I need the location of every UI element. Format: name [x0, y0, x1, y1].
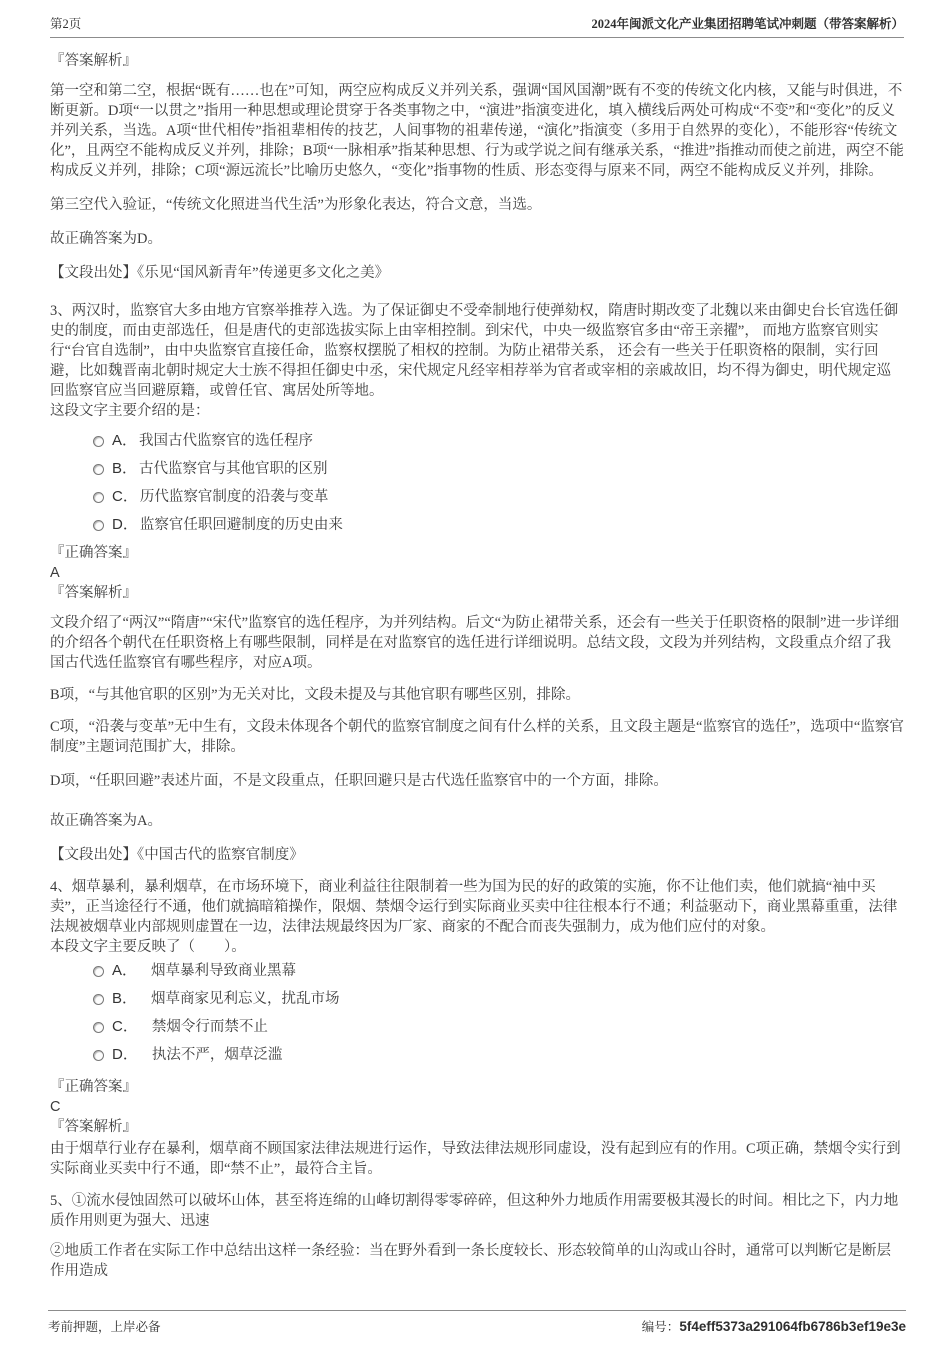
option-text: 我国古代监察官的选任程序 [139, 433, 314, 449]
radio-button[interactable] [93, 966, 104, 977]
radio-button[interactable] [93, 492, 104, 503]
page-number: 第2页 [50, 17, 82, 31]
q5-stem-part-1: 5、①流水侵蚀固然可以破坏山体，甚至将连绵的山峰切割得零零碎碎，但这种外力地质作用需要极其漫长的时间。相比之下，内力地质作用则更为强大、迅速 [50, 1193, 899, 1229]
option-label: A． [112, 962, 138, 979]
option-row [93, 431, 904, 451]
radio-button[interactable] [93, 1022, 104, 1033]
option-text: 禁烟令行而禁不止 [151, 1019, 268, 1035]
option-label: C． [112, 1018, 138, 1035]
q2-source-line: 【文段出处】《乐见“国风新青年”传递更多文化之美》 [50, 265, 390, 281]
q4-analysis-paragraph-1: 由于烟草行业存在暴利，烟草商不顾国家法律法规进行运作，导致法律法规形同虚设，没有起到应有的作用。C项正确，禁烟令实行到实际商业买卖中行不通，即“禁不止”，最符合主旨。 [50, 1141, 901, 1177]
option-label: D． [112, 516, 138, 533]
option-row [93, 961, 904, 981]
doc-code-label: 编号： [641, 1320, 680, 1334]
q3-prompt: 这段文字主要介绍的是： [50, 403, 210, 419]
q4-analysis-header: 『答案解析』 [50, 1119, 137, 1135]
page-footer [48, 1310, 906, 1335]
doc-code: 5f4eff5373a291064fb6786b3ef19e3e [679, 1319, 906, 1334]
footer-slogan: 考前押题，上岸必备 [48, 1320, 161, 1334]
q3-analysis-paragraph-1: 文段介绍了“两汉”“隋唐”“宋代”监察官的选任程序，为并列结构。后文“为防止裙带关系，还会有一些关于任职资格的限制”进一步详细的介绍各个朝代在任职资格上有哪些限制，同样是在对监察官的选任进行详细说明。总结文段，文段为并列结构，文段重点介绍了我国古代选任监察官有哪些程序，对应A项。 [50, 615, 899, 671]
q4-answer-block [50, 1077, 904, 1137]
option-label: C． [112, 488, 138, 505]
q2-analysis-paragraph-2: 第三空代入验证，“传统文化照进当代生活”为形象化表达，符合文意，当选。 [50, 197, 542, 213]
option-row [93, 515, 904, 535]
q3-answer-line: 故正确答案为A。 [50, 813, 162, 829]
q4-options [50, 961, 904, 1065]
option-row [93, 487, 904, 507]
q3-analysis-paragraph-2: B项，“与其他官职的区别”为无关对比，文段未提及与其他官职有哪些区别，排除。 [50, 687, 581, 703]
q3-options [50, 431, 904, 535]
doc-code-line [642, 1317, 906, 1335]
option-text: 古代监察官与其他官职的区别 [139, 461, 328, 477]
q3-stem: 3、两汉时，监察官大多由地方官察举推荐入选。为了保证御史不受牵制地行使弹劾权，隋唐时期改变了北魏以来由御史台长官选任御史的制度，而由吏部选任，但是唐代的吏部选拔实际上由宰相控制。到宋代，中央一级监察官多由“帝王亲擢”， 而地方监察官则实行“台官自选制”，由中央监察官直接任命，监察权摆脱了相权的控制。为防止裙带关系， 还会有一些关于任职资格的限制，实行回避，比如魏晋南北朝时规定大士族不得担任御史中丞，宋代规定凡经宰相荐举为官者或宰相的亲戚故旧，均不得为御史，明代规定巡回监察官应当回避原籍，或曾任官、寓居处所等地。 [50, 303, 899, 399]
q3-analysis-paragraph-4: D项，“任职回避”表述片面，不是文段重点，任职回避只是古代选任监察官中的一个方面，排除。 [50, 773, 668, 789]
q4-stem: 4、烟草暴利，暴利烟草，在市场环境下，商业利益往往限制着一些为国为民的好的政策的实施，你不让他们卖，他们就搞“袖中买卖”，正当途径行不通，他们就搞暗箱操作，限烟、禁烟令运行到实际商业买卖中往往根本行不通；利益驱动下，商业黑幕重重，法律法规被烟草业内部规则虚置在一边，法律法规最终因为厂家、商家的不配合而丧失强制力，成为他们应付的对象。 [50, 879, 898, 935]
correct-answer-value: C [50, 1099, 61, 1115]
radio-button[interactable] [93, 1050, 104, 1061]
option-text: 执法不严，烟草泛滥 [151, 1047, 283, 1063]
option-text: 烟草商家见利忘义，扰乱市场 [151, 991, 340, 1007]
radio-button[interactable] [93, 464, 104, 475]
q3-analysis-paragraph-3: C项，“沿袭与变革”无中生有，文段未体现各个朝代的监察官制度之间有什么样的关系，且文段主题是“监察官的选任”，选项中“监察官制度”主题词范围扩大，排除。 [50, 719, 904, 755]
q3-answer-block [50, 543, 904, 603]
option-row [93, 1045, 904, 1065]
option-text: 历代监察官制度的沿袭与变革 [139, 489, 329, 505]
option-label: B． [112, 460, 138, 477]
option-row [93, 1017, 904, 1037]
q5-stem-part-2: ②地质工作者在实际工作中总结出这样一条经验：当在野外看到一条长度较长、形态较简单的山沟或山谷时，通常可以判断它是断层作用造成 [50, 1243, 891, 1279]
radio-button[interactable] [93, 436, 104, 447]
q2-answer-line: 故正确答案为D。 [50, 231, 162, 247]
q2-analysis-paragraph-1: 第一空和第二空，根据“既有……也在”可知，两空应构成反义并列关系，强调“国风国潮”既有不变的传统文化内核，又能与时俱进，不断更新。D项“一以贯之”指用一种思想或理论贯穿于各类事物之中，“演进”指演变进化，填入横线后两处可构成“不变”和“变化”的反义并列关系，当选。A项“世代相传”指祖辈相传的技艺，人间事物的祖辈传递，“演化”指演变（多用于自然界的变化），不能形容“传统文化”，且两空不能构成反义并列，排除；B项“一脉相承”指某种思想、行为或学说之间有继承关系，“推进”指推动而使之前进，两空不能构成反义并列，排除；C项“源远流长”比喻历史悠久，“变化”指事物的性质、形态变得与原来不同，两空不能构成反义并列，排除。 [50, 83, 904, 179]
option-label: A． [112, 432, 138, 449]
option-row [93, 459, 904, 479]
option-row [93, 989, 904, 1009]
q4-prompt: 本段文字主要反映了（ ）。 [50, 939, 246, 955]
q3-source-line: 【文段出处】《中国古代的监察官制度》 [50, 847, 304, 863]
radio-button[interactable] [93, 520, 104, 531]
q3-analysis-header: 『答案解析』 [50, 585, 137, 601]
option-label: D． [112, 1046, 138, 1063]
option-text: 烟草暴利导致商业黑幕 [151, 963, 297, 979]
header-rule [50, 37, 904, 38]
q2-analysis-header: 『答案解析』 [50, 53, 137, 69]
correct-answer-header: 『正确答案』 [50, 545, 137, 561]
correct-answer-value: A [50, 565, 60, 581]
option-text: 监察官任职回避制度的历史由来 [139, 517, 343, 533]
doc-title: 2024年闽派文化产业集团招聘笔试冲刺题（带答案解析） [591, 17, 904, 31]
radio-button[interactable] [93, 994, 104, 1005]
page-header [50, 14, 904, 34]
correct-answer-header: 『正确答案』 [50, 1079, 137, 1095]
option-label: B． [112, 990, 138, 1007]
